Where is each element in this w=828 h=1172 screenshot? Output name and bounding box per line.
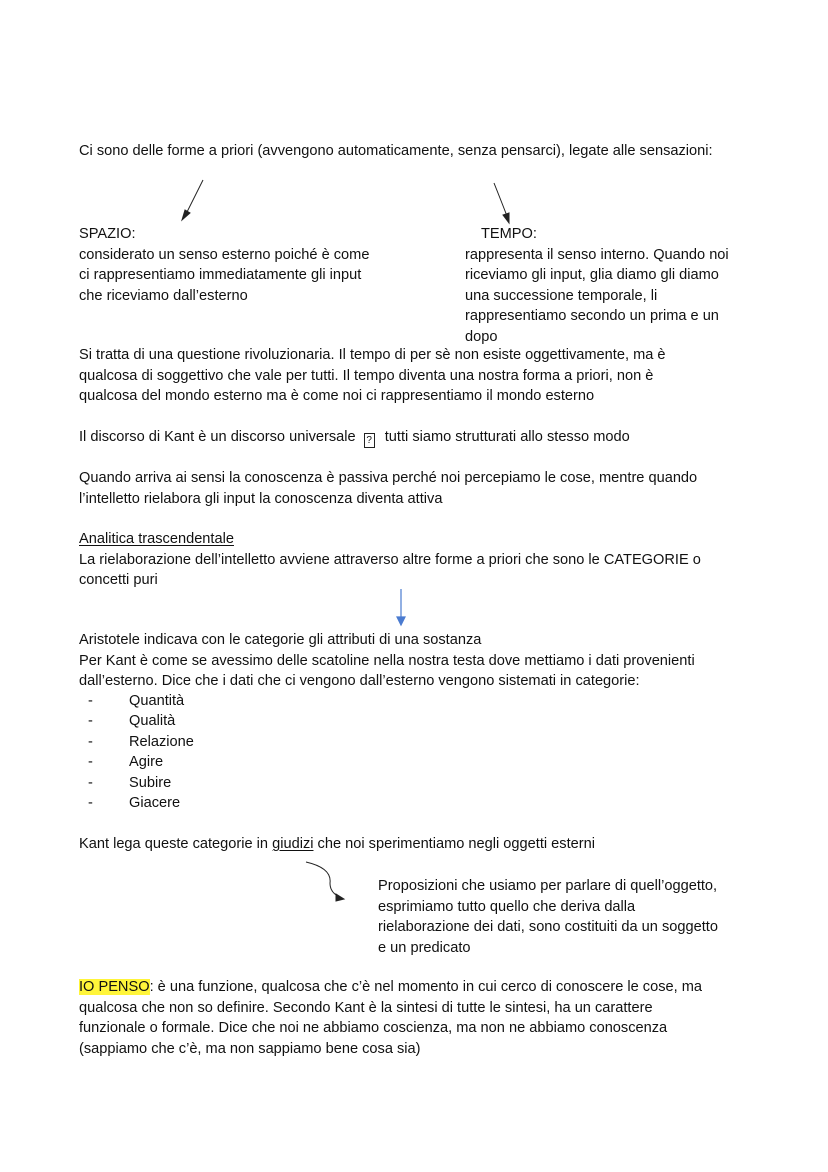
io-penso-highlight: IO PENSO — [79, 979, 150, 995]
tempo-heading: TEMPO: — [481, 226, 537, 242]
giudizi-word: giudizi — [272, 836, 314, 852]
paragraph-line: qualcosa del mondo esterno ma è come noi ci rappresentiamo il mondo esterno — [79, 388, 595, 405]
paragraph-conoscenza — [79, 468, 697, 509]
list-dash: - — [88, 794, 93, 811]
list-item — [88, 793, 194, 813]
paragraph-line: dall’esterno. Dice che i dati che ci vengono dall’esterno vengono sistemati in categorie: — [79, 673, 640, 690]
paragraph-line: funzionale o formale. Dice che noi ne abbiamo coscienza, ma non ne abbiamo conoscenza — [79, 1020, 668, 1037]
list-dash: - — [88, 774, 93, 791]
paragraph-line: Aristotele indicava con le categorie gli attributi di una sostanza — [79, 632, 482, 648]
definition-line: e un predicato — [378, 939, 471, 956]
paragraph-line: (sappiamo che c’è, ma non sappiamo bene cosa sia) — [79, 1040, 421, 1057]
tempo-line: rappresenta il senso interno. Quando noi — [465, 246, 729, 263]
list-dash: - — [88, 754, 93, 771]
paragraph-line: l’intelletto rielabora gli input la conoscenza diventa attiva — [79, 490, 443, 507]
paragraph-line — [79, 977, 702, 998]
section-analitica — [79, 529, 701, 591]
category-label: Subire — [129, 774, 172, 791]
giudizi-before: Kant lega queste categorie in — [79, 836, 269, 852]
tempo-line: riceviamo gli input, glia diamo gli diamo — [465, 267, 719, 284]
paragraph-giudizi — [79, 834, 595, 855]
curved-arrow-to-definition-icon — [306, 862, 344, 901]
list-item — [88, 711, 194, 731]
paragraph-line: concetti puri — [79, 572, 158, 589]
giudizi-after: che noi sperimentiamo negli oggetti esterni — [317, 836, 595, 852]
list-item — [88, 752, 194, 772]
missing-symbol-icon: ? — [364, 433, 375, 448]
tempo-line: una successione temporale, li — [465, 287, 658, 304]
categories-list — [88, 691, 194, 813]
arrow-to-spazio-icon — [182, 180, 203, 220]
category-label: Giacere — [129, 794, 181, 811]
paragraph-universale — [79, 427, 630, 448]
arrow-to-tempo-icon — [494, 183, 509, 223]
definition-proposizioni — [378, 876, 718, 958]
spazio-heading: SPAZIO: — [79, 226, 136, 242]
universale-after: tutti siamo strutturati allo stesso modo — [384, 429, 630, 445]
tempo-block — [465, 245, 729, 348]
definition-line: esprimiamo tutto quello che deriva dalla — [378, 898, 636, 915]
paragraph-line: Per Kant è come se avessimo delle scatoline nella nostra testa dove mettiamo i dati provenienti — [79, 652, 695, 669]
intro-text: Ci sono delle forme a priori (avvengono automaticamente, senza pensarci), legate alle sensazioni: — [79, 143, 713, 159]
paragraph-line: Quando arriva ai sensi la conoscenza è passiva perché noi percepiamo le cose, mentre quando — [79, 470, 698, 486]
definition-line: Proposizioni che usiamo per parlare di quell’oggetto, — [378, 878, 718, 894]
paragraph-line: Si tratta di una questione rivoluzionaria. Il tempo di per sè non esiste oggettivamente, ma è — [79, 347, 666, 363]
tempo-line: rappresentiamo secondo un prima e un — [465, 308, 719, 325]
section-title: Analitica trascendentale — [79, 531, 234, 547]
paragraph-rivoluzionaria — [79, 345, 666, 407]
list-item — [88, 691, 194, 711]
paragraph-aristotele — [79, 630, 695, 692]
list-dash: - — [88, 693, 93, 709]
spazio-line: che riceviamo dall’esterno — [79, 287, 248, 304]
universale-before: Il discorso di Kant è un discorso universale — [79, 429, 356, 445]
list-dash: - — [88, 733, 93, 750]
spazio-line: considerato un senso esterno poiché è come — [79, 246, 370, 263]
list-item — [88, 773, 194, 793]
list-dash: - — [88, 713, 93, 730]
paragraph-line: La rielaborazione dell’intelletto avviene attraverso altre forme a priori che sono le CATEGORIE o — [79, 551, 701, 568]
list-item — [88, 732, 194, 752]
definition-line: rielaborazione dei dati, sono costituiti da un soggetto — [378, 919, 718, 936]
arrow-down-blue-icon — [397, 589, 405, 625]
category-label: Relazione — [129, 733, 194, 750]
paragraph-line: qualcosa che non so definire. Secondo Kant è la sintesi di tutte le sintesi, ha un carattere — [79, 999, 653, 1016]
paragraph-line: qualcosa di soggettivo che vale per tutti. Il tempo diventa una nostra forma a priori, non è — [79, 367, 654, 384]
category-label: Agire — [129, 754, 164, 771]
io-penso-rest: : è una funzione, qualcosa che c’è nel momento in cui cerco di conoscere le cose, ma — [149, 979, 703, 995]
category-label: Qualità — [129, 713, 176, 730]
tempo-line: dopo — [465, 328, 498, 345]
spazio-block — [79, 224, 369, 306]
spazio-line: ci rappresentiamo immediatamente gli input — [79, 267, 362, 284]
paragraph-io-penso — [79, 977, 702, 1059]
category-label: Quantità — [129, 693, 185, 709]
